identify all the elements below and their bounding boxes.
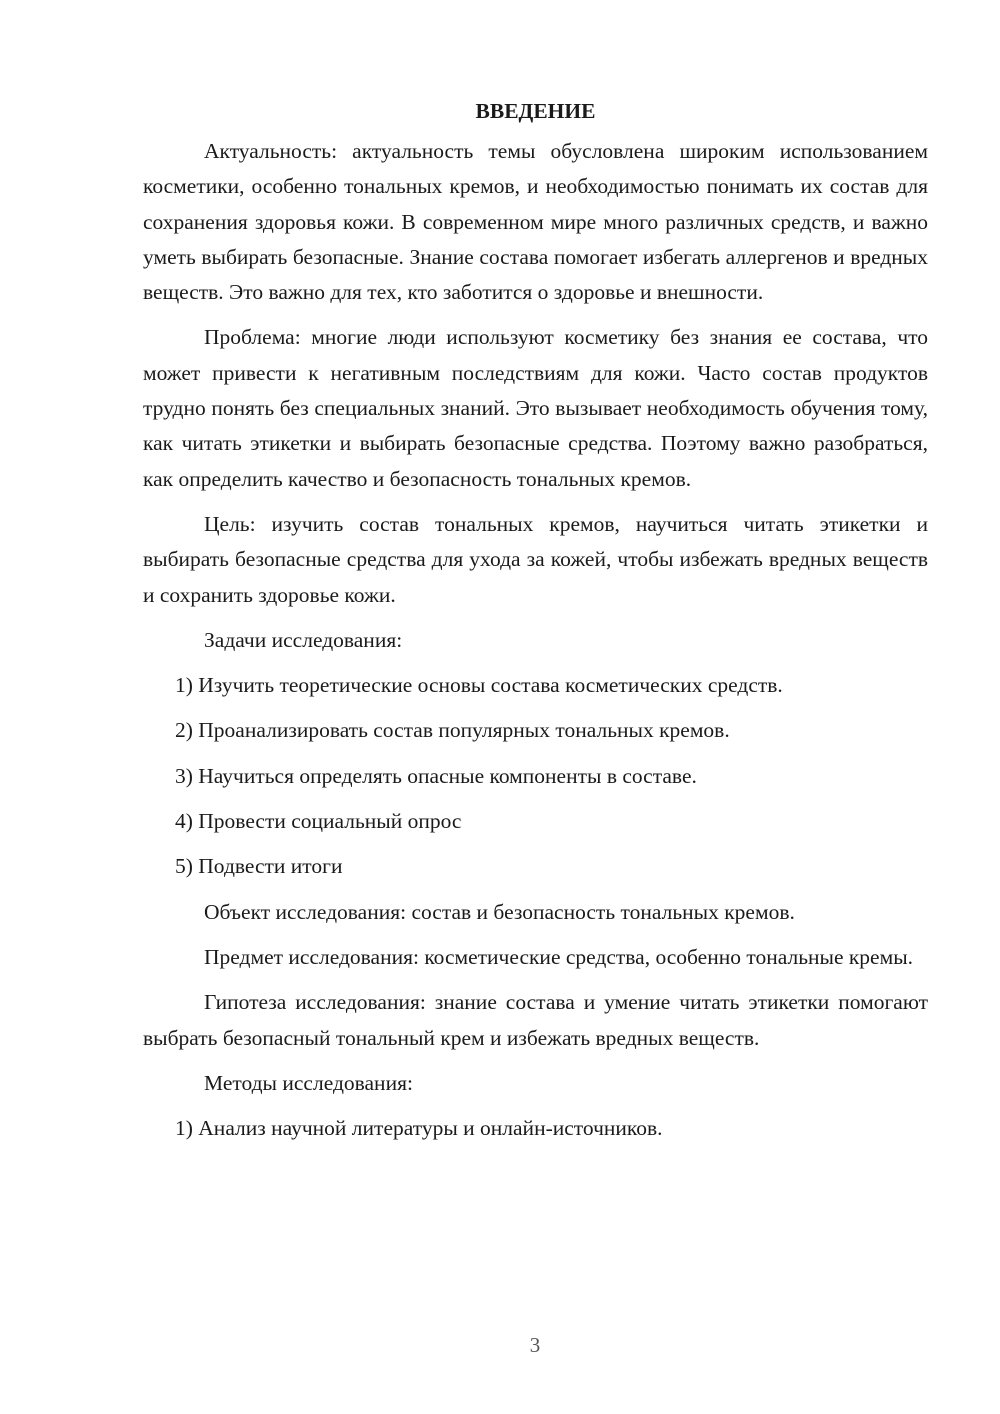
document-page [143,96,928,1156]
task-item: 5) Подвести итоги [175,854,343,879]
task-item: 2) Проанализировать состав популярных тональных кремов. [175,718,730,743]
methods-heading: Методы исследования: [204,1070,413,1095]
goal-paragraph: Цель: изучить состав тональных кремов, научиться читать этикетки и выбирать безопасные средства для ухода за кожей, чтобы избежать вредных веществ и сохранить здоровье кожи. [143,511,928,607]
task-item: 1) Изучить теоретические основы состава косметических средств. [175,673,783,698]
method-item: 1) Анализ научной литературы и онлайн-источников. [175,1116,663,1141]
section-title: ВВЕДЕНИЕ [475,99,596,123]
hypothesis-paragraph: Гипотеза исследования: знание состава и умение читать этикетки помогают выбрать безопасный тональный крем и избежать вредных веществ. [143,990,928,1050]
relevance-paragraph: Актуальность: актуальность темы обусловлена широким использованием косметики, особенно тональных кремов, и необходимостью понимать их состав для сохранения здоровья кожи. В современном мире много различных средств, и важно уметь выбирать безопасные. Знание состава помогает избегать аллергенов и вредных веществ. Это важно для тех, кто заботится о здоровье и внешности. [143,139,928,305]
object-paragraph: Объект исследования: состав и безопасность тональных кремов. [204,899,795,924]
page-number: 3 [529,1333,541,1357]
problem-paragraph: Проблема: многие люди используют косметику без знания ее состава, что может привести к негативным последствиям для кожи. Часто состав продуктов трудно понять без специальных знаний. Это вызывает необходимость обучения тому, как читать этикетки и выбирать безопасные средства. Поэтому важно разобраться, как определить качество и безопасность тональных кремов. [143,325,928,491]
task-item: 3) Научиться определять опасные компоненты в составе. [175,763,697,788]
task-item: 4) Провести социальный опрос [175,809,462,834]
subject-paragraph: Предмет исследования: косметические средства, особенно тональные кремы. [204,944,914,969]
tasks-heading: Задачи исследования: [204,627,403,652]
